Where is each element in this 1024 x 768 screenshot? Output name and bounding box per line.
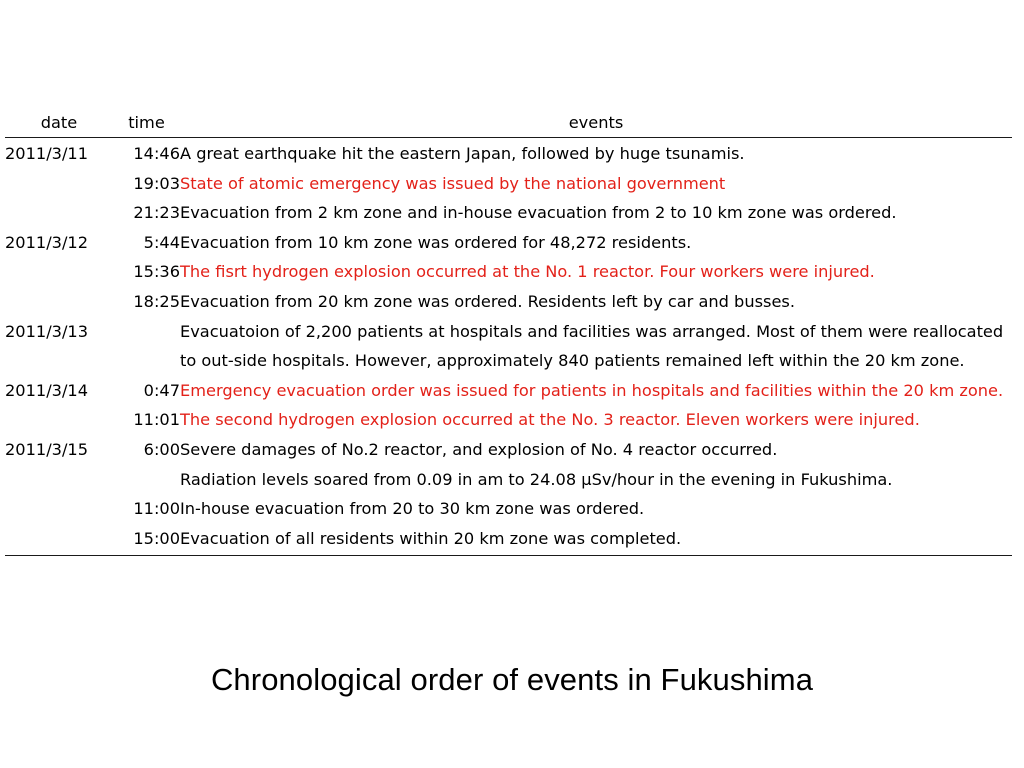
cell-time: 6:00 (143, 439, 180, 459)
table-row (5, 405, 1012, 435)
cell-date (5, 524, 113, 556)
table-row (5, 317, 1012, 376)
cell-date: 2011/3/12 (5, 232, 89, 252)
table-row (5, 524, 1012, 556)
column-header-events: events (568, 113, 624, 132)
cell-time: 5:44 (143, 232, 180, 252)
cell-date: 2011/3/14 (5, 380, 89, 400)
cell-date (5, 169, 113, 199)
table-header-row (5, 112, 1012, 138)
cell-time: 21:23 (133, 203, 180, 223)
cell-event: State of atomic emergency was issued by the national government (180, 173, 726, 193)
cell-time: 11:01 (133, 410, 180, 430)
table-row (5, 138, 1012, 169)
cell-time: 0:47 (143, 380, 180, 400)
cell-event: A great earthquake hit the eastern Japan, followed by huge tsunamis. (180, 144, 745, 163)
table-row (5, 287, 1012, 317)
cell-event: Emergency evacuation order was issued for patients in hospitals and facilities within the 20 km zone. (180, 380, 1004, 400)
table-row (5, 376, 1012, 406)
cell-event: Evacuation from 20 km zone was ordered. Residents left by car and busses. (180, 291, 795, 311)
column-header-date: date (40, 113, 78, 132)
cell-time (113, 465, 180, 495)
cell-event: Evacuatoion of 2,200 patients at hospitals and facilities was arranged. Most of them were reallocated to out-side hospitals. However, approximately 840 patients remained left within the 20 km zone. (180, 321, 1004, 371)
cell-date (5, 494, 113, 524)
cell-date: 2011/3/15 (5, 439, 89, 459)
cell-date (5, 465, 113, 495)
cell-event: Severe damages of No.2 reactor, and explosion of No. 4 reactor occurred. (180, 439, 778, 459)
table-row (5, 228, 1012, 258)
table-row (5, 257, 1012, 287)
cell-date: 2011/3/11 (5, 144, 89, 163)
cell-time: 14:46 (133, 144, 180, 163)
cell-event: In-house evacuation from 20 to 30 km zone was ordered. (180, 499, 645, 519)
cell-event: The fisrt hydrogen explosion occurred at the No. 1 reactor. Four workers were injured. (180, 262, 875, 282)
cell-date: 2011/3/13 (5, 321, 89, 341)
cell-time (113, 317, 180, 376)
cell-event: Evacuation from 2 km zone and in-house evacuation from 2 to 10 km zone was ordered. (180, 203, 897, 223)
cell-time: 19:03 (133, 173, 180, 193)
cell-event: Evacuation from 10 km zone was ordered for 48,272 residents. (180, 232, 692, 252)
table-row (5, 494, 1012, 524)
cell-event: Radiation levels soared from 0.09 in am to 24.08 µSv/hour in the evening in Fukushima. (180, 469, 893, 489)
table-body (5, 138, 1012, 556)
table-row (5, 198, 1012, 228)
cell-date (5, 405, 113, 435)
cell-date (5, 287, 113, 317)
cell-date (5, 257, 113, 287)
cell-date (5, 198, 113, 228)
chronology-table (5, 112, 1012, 555)
cell-time: 11:00 (133, 499, 180, 519)
table-row (5, 435, 1012, 465)
column-header-time: time (128, 113, 165, 132)
cell-event: Evacuation of all residents within 20 km zone was completed. (180, 528, 682, 548)
table-header (5, 112, 1012, 138)
cell-time: 15:00 (133, 528, 180, 548)
table-bottom-rule (5, 555, 1012, 556)
events-table-container (5, 112, 1012, 555)
table-row (5, 465, 1012, 495)
slide-caption: Chronological order of events in Fukushima (210, 662, 814, 697)
table-row (5, 169, 1012, 199)
cell-time: 15:36 (133, 262, 180, 282)
cell-event: The second hydrogen explosion occurred at the No. 3 reactor. Eleven workers were injured. (180, 410, 920, 430)
cell-time: 18:25 (133, 291, 180, 311)
